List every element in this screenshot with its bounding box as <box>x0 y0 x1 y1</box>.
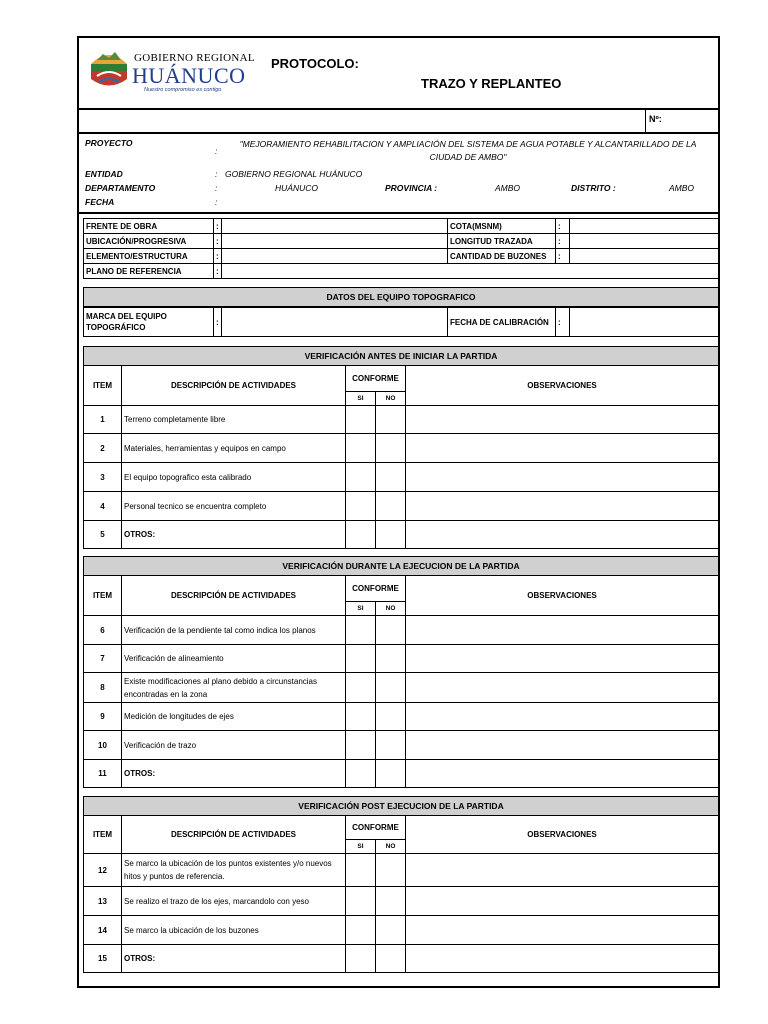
equipment-table <box>83 307 719 337</box>
table-row <box>84 731 719 760</box>
item-description: OTROS: <box>122 945 346 973</box>
item-description: Se marco la ubicación de los puntos existentes y/o nuevos hitos y puntos de referencia. <box>122 854 346 887</box>
table-row <box>84 492 719 521</box>
conforme-header: CONFORME <box>346 576 406 602</box>
logo-line1: GOBIERNO REGIONAL <box>134 52 255 64</box>
item-description: Materiales, herramientas y equipos en campo <box>122 434 346 463</box>
ubicacion-field[interactable] <box>222 234 448 249</box>
proyecto-label: PROYECTO <box>85 138 133 148</box>
no-checkbox[interactable] <box>376 945 406 973</box>
no-checkbox[interactable] <box>376 703 406 731</box>
colon: : <box>556 234 570 249</box>
colon: : <box>215 183 218 193</box>
no-checkbox[interactable] <box>376 854 406 887</box>
plano-label: PLANO DE REFERENCIA <box>84 264 214 279</box>
table-row <box>84 760 719 788</box>
marca-label: MARCA DEL EQUIPO TOPOGRÁFICO <box>84 308 214 337</box>
item-number: 12 <box>84 854 122 887</box>
item-description: Verificación de la pendiente tal como indica los planos <box>122 616 346 645</box>
si-checkbox[interactable] <box>346 945 376 973</box>
colon: : <box>556 249 570 264</box>
no-header: NO <box>376 392 406 406</box>
table-row <box>84 854 719 887</box>
no-checkbox[interactable] <box>376 887 406 916</box>
distrito-value: AMBO <box>669 183 695 193</box>
observation-field[interactable] <box>406 434 719 463</box>
descripcion-header: DESCRIPCIÓN DE ACTIVIDADES <box>122 816 346 854</box>
item-description: Se realizo el trazo de los ejes, marcandolo con yeso <box>122 887 346 916</box>
equipment-title: DATOS DEL EQUIPO TOPOGRAFICO <box>83 287 719 307</box>
item-header: ITEM <box>84 816 122 854</box>
colon: : <box>215 146 218 156</box>
gobierno-regional-logo <box>87 44 257 102</box>
frente-field[interactable] <box>222 219 448 234</box>
plano-field[interactable] <box>222 264 719 279</box>
si-checkbox[interactable] <box>346 887 376 916</box>
item-description: OTROS: <box>122 760 346 788</box>
si-checkbox[interactable] <box>346 406 376 434</box>
descripcion-header: DESCRIPCIÓN DE ACTIVIDADES <box>122 366 346 406</box>
no-checkbox[interactable] <box>376 492 406 521</box>
provincia-value: AMBO <box>495 183 521 193</box>
table-row <box>84 887 719 916</box>
colon: : <box>214 308 222 337</box>
project-block <box>79 134 718 214</box>
item-description: Personal tecnico se encuentra completo <box>122 492 346 521</box>
colon: : <box>556 219 570 234</box>
no-checkbox[interactable] <box>376 916 406 945</box>
observation-field[interactable] <box>406 887 719 916</box>
item-description: Medición de longitudes de ejes <box>122 703 346 731</box>
item-description: Verificación de alineamiento <box>122 645 346 673</box>
entidad-value: GOBIERNO REGIONAL HUÁNUCO <box>225 169 363 179</box>
si-checkbox[interactable] <box>346 616 376 645</box>
section-title: VERIFICACIÓN POST EJECUCION DE LA PARTIDA <box>84 797 719 816</box>
table-row <box>84 645 719 673</box>
no-header: NO <box>376 602 406 616</box>
observaciones-header: OBSERVACIONES <box>406 366 719 406</box>
item-number: 15 <box>84 945 122 973</box>
elemento-field[interactable] <box>222 249 448 264</box>
number-row <box>79 110 718 134</box>
item-description: El equipo topografico esta calibrado <box>122 463 346 492</box>
table-row <box>84 703 719 731</box>
no-checkbox[interactable] <box>376 760 406 788</box>
colon: : <box>556 308 570 337</box>
item-description: Se marco la ubicación de los buzones <box>122 916 346 945</box>
item-number: 11 <box>84 760 122 788</box>
no-checkbox[interactable] <box>376 731 406 760</box>
si-checkbox[interactable] <box>346 434 376 463</box>
checklist-before <box>83 346 719 549</box>
checklist-post <box>83 796 719 973</box>
frente-label: FRENTE DE OBRA <box>84 219 214 234</box>
protocol-label: PROTOCOLO: <box>271 56 359 71</box>
colon: : <box>214 234 222 249</box>
marca-field[interactable] <box>222 308 448 337</box>
item-number: 10 <box>84 731 122 760</box>
no-checkbox[interactable] <box>376 673 406 703</box>
fecha-calibracion-label: FECHA DE CALIBRACIÓN <box>448 308 556 337</box>
cota-label: COTA(MSNM) <box>448 219 556 234</box>
colon: : <box>214 219 222 234</box>
proyecto-value: "MEJORAMIENTO REHABILITACION Y AMPLIACIÓN DEL SISTEMA DE AGUA POTABLE Y ALCANTARILLADO DE LA CIUDAD DE AMBO" <box>239 139 697 162</box>
si-checkbox[interactable] <box>346 521 376 549</box>
table-row <box>84 521 719 549</box>
observaciones-header: OBSERVACIONES <box>406 576 719 616</box>
no-header: NO <box>376 840 406 854</box>
observation-field[interactable] <box>406 463 719 492</box>
checklist-during <box>83 556 719 788</box>
observaciones-header: OBSERVACIONES <box>406 816 719 854</box>
no-checkbox[interactable] <box>376 521 406 549</box>
item-description: OTROS: <box>122 521 346 549</box>
item-number: 13 <box>84 887 122 916</box>
si-checkbox[interactable] <box>346 703 376 731</box>
distrito-label: DISTRITO : <box>571 183 616 193</box>
colon: : <box>214 249 222 264</box>
item-number: 2 <box>84 434 122 463</box>
table-row <box>84 673 719 703</box>
item-description: Terreno completamente libre <box>122 406 346 434</box>
table-row <box>84 434 719 463</box>
longitud-label: LONGITUD TRAZADA <box>448 234 556 249</box>
si-checkbox[interactable] <box>346 760 376 788</box>
si-checkbox[interactable] <box>346 492 376 521</box>
work-info-table <box>83 218 719 279</box>
item-number: 9 <box>84 703 122 731</box>
fecha-label: FECHA <box>85 197 115 207</box>
si-checkbox[interactable] <box>346 916 376 945</box>
fecha-calibracion-field[interactable] <box>570 308 719 337</box>
provincia-label: PROVINCIA : <box>385 183 438 193</box>
protocol-sheet <box>77 36 720 988</box>
table-row <box>84 916 719 945</box>
si-checkbox[interactable] <box>346 645 376 673</box>
observation-field[interactable] <box>406 406 719 434</box>
elemento-label: ELEMENTO/ESTRUCTURA <box>84 249 214 264</box>
table-row <box>84 463 719 492</box>
observation-field[interactable] <box>406 760 719 788</box>
table-row <box>84 406 719 434</box>
no-checkbox[interactable] <box>376 434 406 463</box>
si-header: SI <box>346 840 376 854</box>
observation-field[interactable] <box>406 916 719 945</box>
conforme-header: CONFORME <box>346 366 406 392</box>
logo-tagline: Nuestro compromiso es contigo <box>144 87 222 93</box>
conforme-header: CONFORME <box>346 816 406 840</box>
document-title: TRAZO Y REPLANTEO <box>421 76 562 91</box>
observation-field[interactable] <box>406 673 719 703</box>
entidad-label: ENTIDAD <box>85 169 123 179</box>
colon: : <box>215 197 218 207</box>
section-title: VERIFICACIÓN ANTES DE INICIAR LA PARTIDA <box>84 347 719 366</box>
header-block <box>79 38 718 110</box>
item-header: ITEM <box>84 576 122 616</box>
item-number: 6 <box>84 616 122 645</box>
observation-field[interactable] <box>406 854 719 887</box>
buzones-label: CANTIDAD DE BUZONES <box>448 249 556 264</box>
table-row <box>84 945 719 973</box>
colon: : <box>214 264 222 279</box>
number-field[interactable]: Nº: <box>645 110 718 132</box>
si-header: SI <box>346 392 376 406</box>
item-header: ITEM <box>84 366 122 406</box>
observation-field[interactable] <box>406 945 719 973</box>
buzones-field[interactable] <box>570 249 719 264</box>
no-checkbox[interactable] <box>376 406 406 434</box>
departamento-value: HUÁNUCO <box>275 183 318 193</box>
colon: : <box>215 169 218 179</box>
item-number: 8 <box>84 673 122 703</box>
observation-field[interactable] <box>406 521 719 549</box>
observation-field[interactable] <box>406 731 719 760</box>
table-row <box>84 616 719 645</box>
item-description: Existe modificaciones al plano debido a circunstancias encontradas en la zona <box>122 673 346 703</box>
item-number: 7 <box>84 645 122 673</box>
item-description: Verificación de trazo <box>122 731 346 760</box>
descripcion-header: DESCRIPCIÓN DE ACTIVIDADES <box>122 576 346 616</box>
no-checkbox[interactable] <box>376 463 406 492</box>
si-checkbox[interactable] <box>346 731 376 760</box>
cota-field[interactable] <box>570 219 719 234</box>
si-checkbox[interactable] <box>346 463 376 492</box>
item-number: 3 <box>84 463 122 492</box>
si-checkbox[interactable] <box>346 673 376 703</box>
observation-field[interactable] <box>406 645 719 673</box>
item-number: 5 <box>84 521 122 549</box>
departamento-label: DEPARTAMENTO <box>85 183 156 193</box>
si-header: SI <box>346 602 376 616</box>
observation-field[interactable] <box>406 616 719 645</box>
section-title: VERIFICACIÓN DURANTE LA EJECUCION DE LA PARTIDA <box>84 557 719 576</box>
item-number: 1 <box>84 406 122 434</box>
item-number: 14 <box>84 916 122 945</box>
item-number: 4 <box>84 492 122 521</box>
observation-field[interactable] <box>406 703 719 731</box>
longitud-field[interactable] <box>570 234 719 249</box>
ubicacion-label: UBICACIÓN/PROGRESIVA <box>84 234 214 249</box>
logo-line2: HUÁNUCO <box>132 63 246 88</box>
no-checkbox[interactable] <box>376 645 406 673</box>
si-checkbox[interactable] <box>346 854 376 887</box>
observation-field[interactable] <box>406 492 719 521</box>
emblem-icon <box>87 46 131 92</box>
no-checkbox[interactable] <box>376 616 406 645</box>
